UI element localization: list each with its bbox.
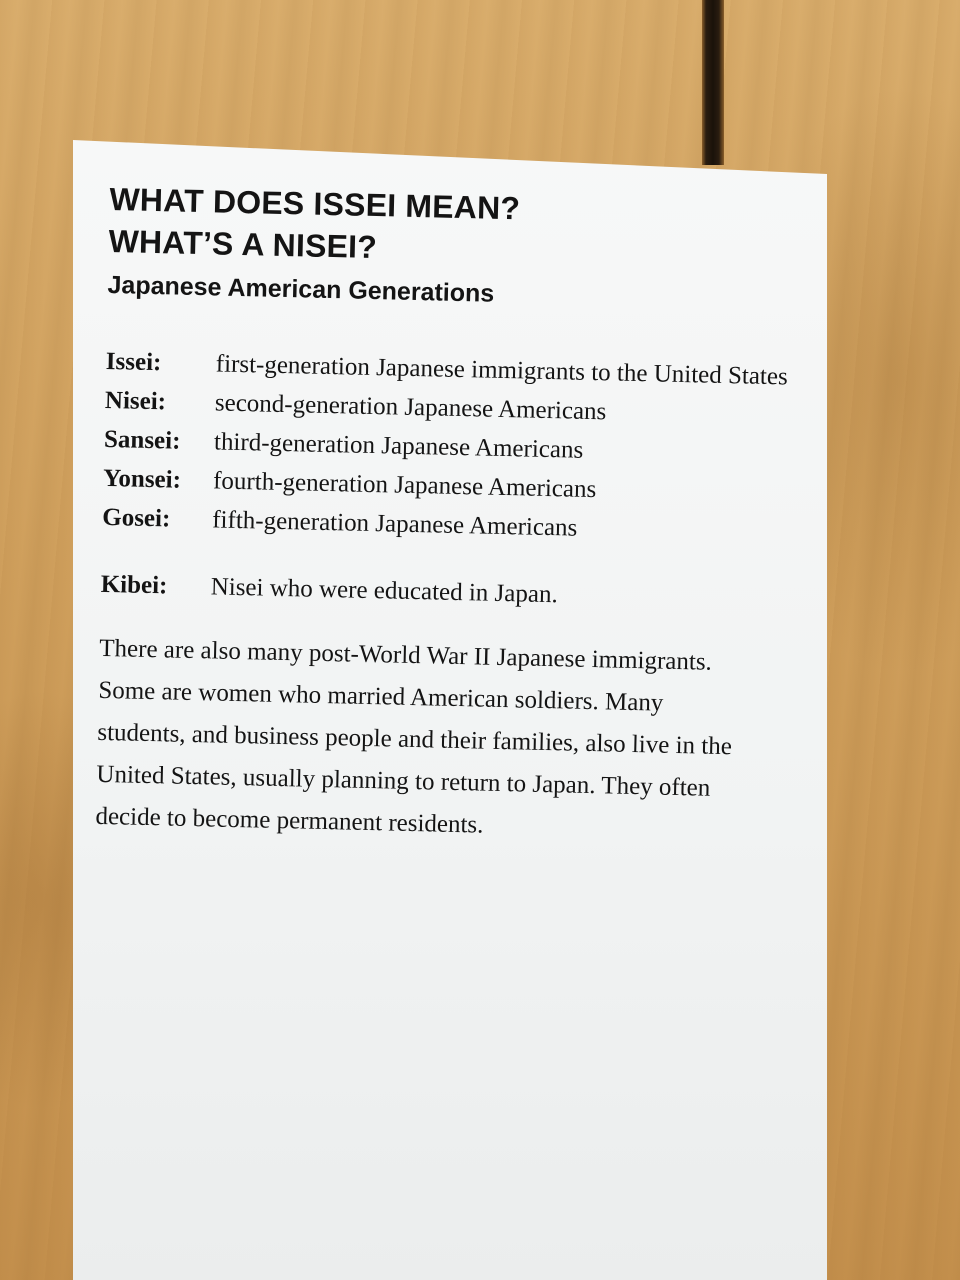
- term-name: Kibei:: [100, 570, 168, 600]
- title-line-1: WHAT DOES ISSEI MEAN?: [109, 180, 521, 227]
- term-definition: fifth-generation Japanese Americans: [211, 506, 578, 542]
- term-definition: Nisei who were educated in Japan.: [210, 573, 559, 609]
- placard-content: [94, 178, 799, 878]
- generation-term-list: [100, 342, 796, 620]
- title-line-2: WHAT’S A NISEI?: [108, 222, 378, 266]
- term-definition: third-generation Japanese Americans: [213, 428, 584, 464]
- wall-panel-seam: [702, 0, 724, 165]
- term-definition: first-generation Japanese immigrants to the United States: [215, 350, 789, 391]
- term-name: Issei:: [105, 347, 162, 377]
- term-name: Yonsei:: [102, 464, 182, 494]
- term-definition: fourth-generation Japanese Americans: [212, 467, 597, 504]
- subtitle: Japanese American Generations: [107, 270, 495, 308]
- term-definition: second-generation Japanese Americans: [214, 389, 607, 426]
- term-name: Gosei:: [101, 503, 171, 533]
- term-name: Nisei:: [104, 386, 167, 416]
- post-war-immigrants-paragraph: There are also many post-World War II Japanese immigrants. Some are women who married American soldiers. Many students, and business people and their families, also live in the United States, usually planning to return to Japan. They often decide to become permanent residents.: [95, 634, 733, 839]
- term-name: Sansei:: [103, 425, 181, 455]
